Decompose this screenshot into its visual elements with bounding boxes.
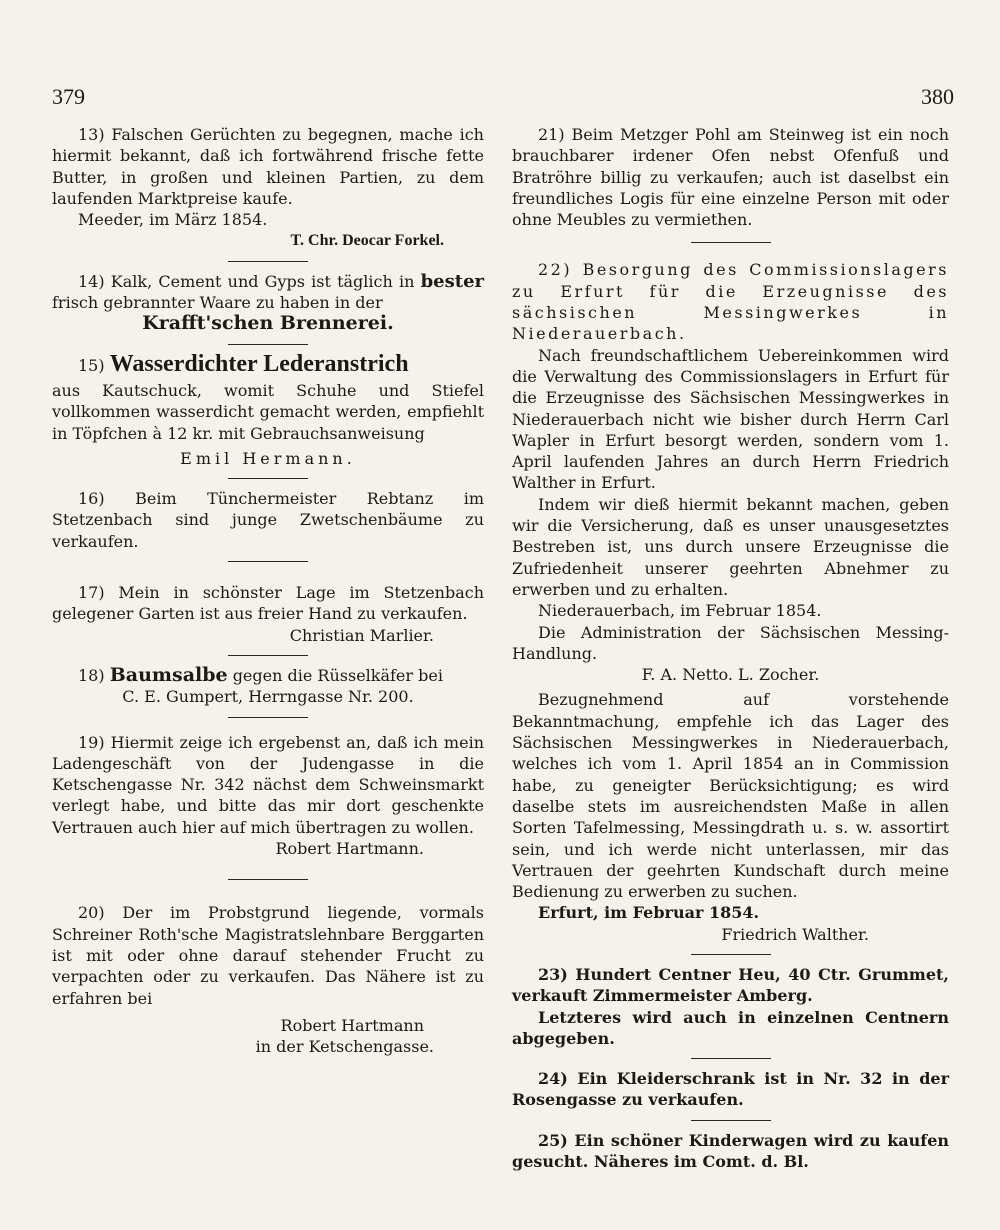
emphasis-word: bester (420, 270, 484, 292)
signature: T. Chr. Deocar Forkel. (290, 232, 444, 250)
separator-rule (228, 561, 308, 562)
separator-rule (228, 655, 308, 656)
administration: Die Administration der Sächsischen Messing-Handlung. (512, 622, 949, 663)
ad-13 (52, 124, 484, 252)
ad-headline: Wasserdichter Lederanstrich (109, 350, 409, 377)
separator-rule (228, 344, 308, 345)
ad-21 (512, 124, 949, 230)
ad-text: Kalk, Cement und Gyps ist täglich in (110, 271, 415, 291)
paragraph-3: Bezugnehmend auf vorstehende Bekanntmachung, empfehle ich das Lager des Sächsischen Messingwerkes in Niederauerbach, welches ich vom 1. April 1854 an in Commission habe, zu geneigter Berücksichtigung; es wird daselbe stets im ausreichendsten Maße in allen Sorten Tafelmessing, Messingdrath u. s. w. assortirt sein, und ich werde nicht unterlassen, mir das Vertrauen der geehrten Kundschaft durch meine Bedienung zu erwerben zu suchen. (512, 690, 949, 902)
signature: Robert Hartmann. (275, 839, 424, 859)
signature: Emil Hermann. (180, 448, 356, 468)
ad-text-continued: frisch gebrannter Waare zu haben in der (52, 293, 383, 313)
ad-number: 17) (78, 583, 105, 603)
paragraph-1: Nach freundschaftlichem Uebereinkommen wird die Verwaltung des Commissionslagers in Erfurt für die Erzeugnisse des Sächsischen Messingwerkes in Niederauerbach nicht wie bisher durch Herrn Carl Wapler in Erfurt besorgt werden, sondern vom 1. April laufenden Jahres an durch Herrn Friedrich Walther in Erfurt. (512, 345, 949, 493)
ad-25 (512, 1130, 949, 1173)
separator-rule (691, 242, 771, 243)
ad-number: 19) (78, 732, 105, 752)
address: C. E. Gumpert, Herrngasse Nr. 200. (122, 687, 414, 707)
ad-headline: Besorgung des Commissionslagers zu Erfurt für die Erzeugnisse des sächsischen Messingwerkes in Niederauerbach. (512, 260, 949, 344)
ad-text: Beim Tünchermeister Rebtanz im Stetzenbach sind junge Zwetschenbäume zu verkaufen. (52, 489, 484, 551)
ad-text: Falschen Gerüchten zu begegnen, mache ich hiermit bekannt, daß ich fortwährend frische fette Butter, in großen und kleinen Partien, zu dem laufenden Marktpreise kaufe. (52, 125, 484, 208)
signature: Friedrich Walther. (721, 924, 869, 944)
separator-rule (228, 478, 308, 479)
place-date-2: Erfurt, im Februar 1854. (538, 903, 760, 923)
ad-number: 23) (538, 964, 568, 984)
separator-rule (691, 1058, 771, 1059)
ad-18 (52, 665, 484, 708)
signature-name: Robert Hartmann (280, 1015, 424, 1035)
ad-text: aus Kautschuck, womit Schuhe und Stiefel vollkommen wasserdicht gemacht werden, empfiehlt in Töpfchen à 12 kr. mit Gebrauchsanweisung (52, 380, 484, 443)
ad-number: 14) (78, 271, 105, 291)
separator-rule (228, 261, 308, 262)
signatories: F. A. Netto. L. Zocher. (641, 665, 820, 685)
ad-number: 21) (538, 125, 565, 144)
emphasis-word: Baumsalbe (109, 663, 228, 686)
ad-text: Beim Metzger Pohl am Steinweg ist ein noch brauchbarer irdener Ofen nebst Ofenfuß und Bratröhre billig zu verkaufen; auch ist daselbst ein freundliches Logis für eine einzelne Person mit oder ohne Meubles zu vermiethen. (512, 125, 949, 230)
ad-16 (52, 488, 484, 552)
ad-22 (512, 259, 949, 945)
ad-text: Mein in schönster Lage im Stetzenbach gelegener Garten ist aus freier Hand zu verkaufen. (52, 583, 485, 624)
separator-rule (691, 954, 771, 955)
ad-number: 13) (78, 125, 105, 144)
ad-text: Hundert Centner Heu, 40 Ctr. Grummet, verkauft Zimmermeister Amberg. (512, 964, 949, 1006)
signature: Christian Marlier. (289, 625, 434, 645)
paragraph-2: Indem wir dieß hiermit bekannt machen, geben wir die Versicherung, daß es unser unausgesetztes Bestreben ist, uns durch unsere Erzeugnisse die Zufriedenheit unserer geehrten Abnehmer zu erwerben und zu erhalten. (512, 494, 949, 599)
signature-address: in der Ketschengasse. (255, 1037, 434, 1057)
ad-number: 16) (78, 489, 105, 509)
left-column (52, 124, 484, 1057)
ad-text-continued: Letzteres wird auch in einzelnen Centnern abgegeben. (512, 1007, 949, 1048)
ad-number: 18) (78, 665, 105, 685)
ad-number: 24) (538, 1069, 568, 1089)
place-date: Meeder, im März 1854. (78, 210, 268, 230)
ad-24 (512, 1068, 949, 1111)
place-date: Niederauerbach, im Februar 1854. (538, 601, 822, 621)
ad-17 (52, 582, 484, 646)
ad-text: Hiermit zeige ich ergebenst an, daß ich mein Ladengeschäft von der Judengasse in die Ketschengasse Nr. 342 nächst dem Schweinsmarkt verlegt habe, und bitte das mir dort geschenkte Vertrauen auch hier auf mich übertragen zu wollen. (52, 732, 484, 837)
ad-text: Ein schöner Kinderwagen wird zu kaufen gesucht. Näheres im Comt. d. Bl. (512, 1130, 949, 1172)
ad-text: Ein Kleiderschrank ist in Nr. 32 in der Rosengasse zu verkaufen. (512, 1069, 949, 1110)
ad-number: 20) (78, 903, 105, 923)
page-number-left: 379 (52, 84, 85, 109)
ad-number: 22) (538, 260, 573, 280)
page-number-right: 380 (921, 84, 954, 109)
ad-number: 25) (538, 1130, 568, 1150)
ad-19 (52, 732, 484, 860)
separator-rule (228, 879, 308, 880)
ad-15 (52, 350, 484, 469)
ad-14 (52, 271, 484, 335)
separator-rule (228, 717, 308, 718)
ad-text: gegen die Rüsselkäfer bei (232, 665, 443, 685)
right-column (512, 124, 949, 1172)
firm-name: Krafft'schen Brennerei. (142, 312, 394, 335)
ad-number: 15) (78, 355, 105, 375)
separator-rule (691, 1120, 771, 1121)
ad-20 (52, 902, 484, 1057)
ad-text: Der im Probstgrund liegende, vormals Schreiner Roth'sche Magistratslehnbare Berggarten ist mit oder ohne darauf stehender Frucht zu verpachten oder zu verkaufen. Das Nähere ist zu erfahren bei (52, 903, 485, 1008)
ad-23 (512, 964, 949, 1049)
